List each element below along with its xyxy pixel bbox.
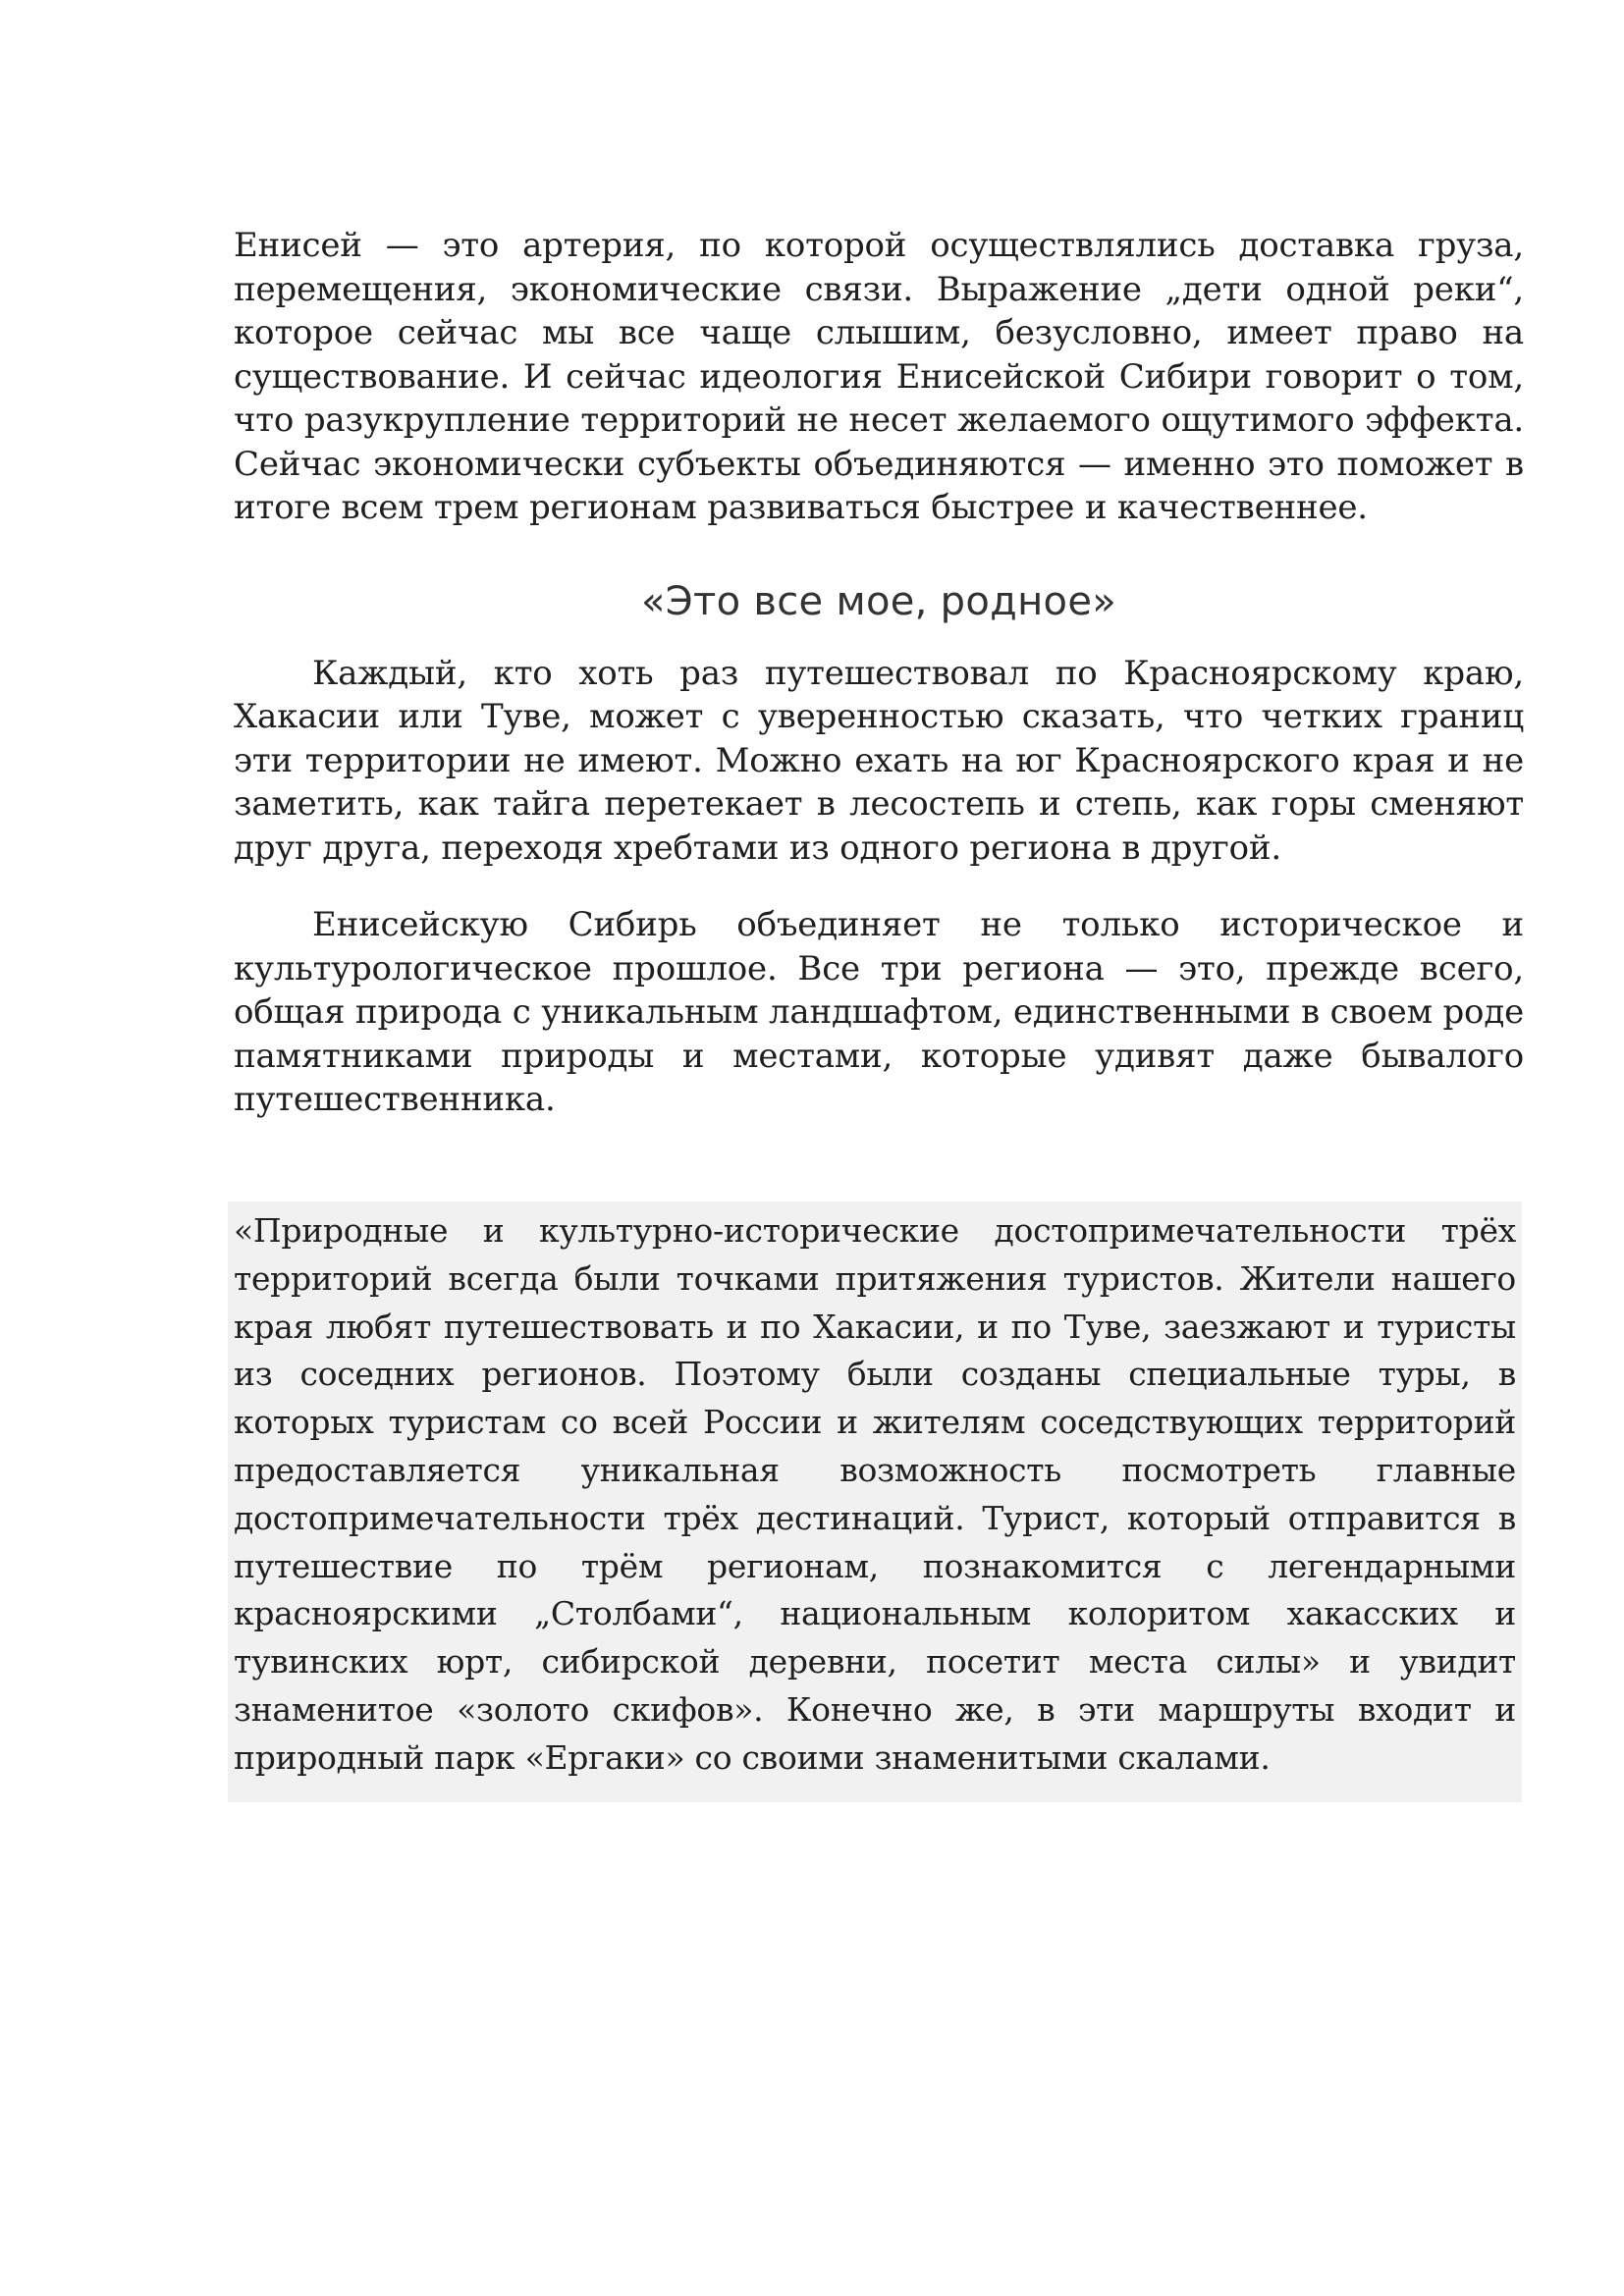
intro-paragraph: Енисей — это артерия, по которой осуществлялись доставка груза, перемещения, экономические связи. Выражение „дети одной реки“, которое сейчас мы все чаще слышим, безусловно, имеет право на существование. И сейчас идеология Енисейской Сибири говорит о том, что разукрупление территорий не несет желаемого ощутимого эффекта. Сейчас экономически субъекты объединяются — именно это поможет в итоге всем трем регионам развиваться быстрее и качественнее. <box>234 226 1524 527</box>
quote-text: «Природные и культурно-исторические достопримечательности трёх территорий всегда были точками притяжения туристов. Жители нашего края любят путешествовать и по Хакасии, и по Туве, заезжают и туристы из соседних регионов. Поэтому были созданы специальные туры, в которых туристам со всей России и жителям соседствующих территорий предоставляется уникальная возможность посмотреть главные достопримечательности трёх дестинаций. Турист, который отправится в путешествие по трём регионам, познакомится с легендарными красноярскими „Столбами“, национальным колоритом хакасских и тувинских юрт, сибирской деревни, посетит места силы» и увидит знаменитое «золото скифов». Конечно же, в эти маршруты входит и природный парк «Ергаки» со своими знаменитыми скалами. <box>234 1211 1516 1777</box>
section-heading: «Это все мое, родное» <box>641 578 1116 624</box>
section-paragraph-2: Енисейскую Сибирь объединяет не только историческое и культурологическое прошлое. Все три региона — это, прежде всего, общая природа с уникальным ландшафтом, единственными в своем роде памятниками природы и местами, которые удивят даже бывалого путешественника. <box>234 905 1524 1119</box>
section-paragraph-1: Каждый, кто хоть раз путешествовал по Красноярскому краю, Хакасии или Туве, может с уверенностью сказать, что четких границ эти территории не имеют. Можно ехать на юг Красноярского края и не заметить, как тайга перетекает в лесостепь и степь, как горы сменяют друг друга, переходя хребтами из одного региона в другой. <box>234 653 1524 868</box>
quote-block <box>228 1201 1522 1802</box>
document-page <box>234 224 1524 1122</box>
